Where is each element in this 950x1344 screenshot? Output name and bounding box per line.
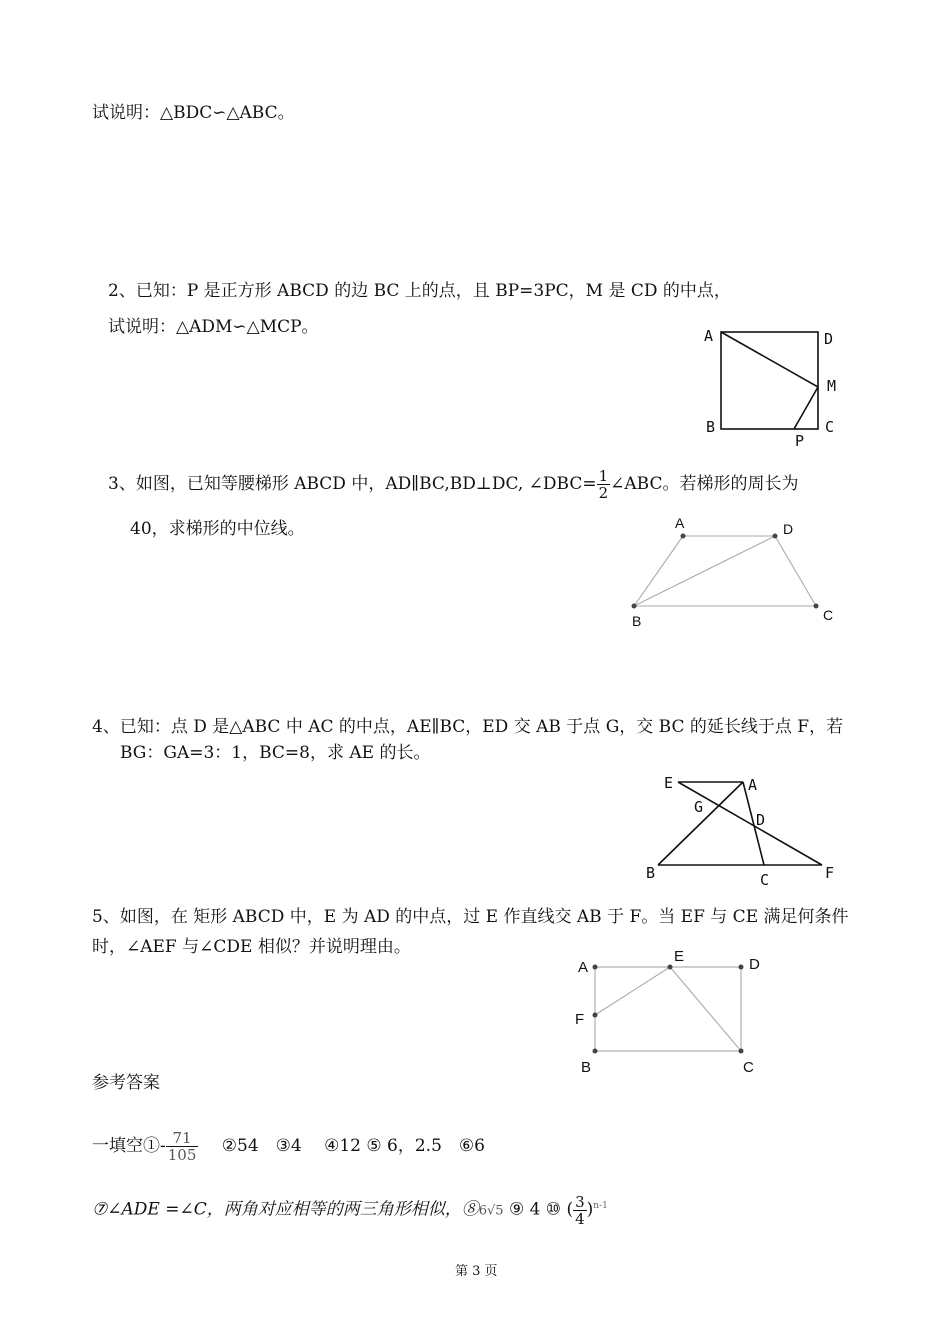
q2-label-p: P: [795, 432, 805, 450]
answers-line1: [92, 1124, 485, 1168]
q3-line1: [108, 468, 799, 501]
answers-frac1-num: 71: [166, 1130, 199, 1147]
q4-label-d: D: [756, 811, 766, 829]
answers-frac2-den: 4: [575, 1209, 585, 1228]
q4-line1: 4、已知：点 D 是△ABC 中 AC 的中点，AE∥BC，ED 交 AB 于点 G，交 BC 的延长线于点 F，若: [92, 717, 844, 737]
q2-label-b: B: [706, 418, 716, 436]
answers-heading: 参考答案: [92, 1073, 160, 1093]
q4-line2: BG：GA=3：1，BC=8，求 AE 的长。: [120, 743, 431, 763]
q2-label-m: M: [827, 377, 837, 395]
answers-line2-b: 6√5: [478, 1203, 504, 1219]
q4-label-e: E: [664, 774, 674, 792]
q5-label-a: A: [578, 959, 589, 976]
q4-label-g: G: [694, 798, 704, 816]
q5-label-d: D: [749, 956, 760, 973]
page-number: 第 3 页: [455, 1264, 498, 1279]
answers-line2-d: ): [586, 1199, 594, 1220]
q3-label-b: B: [632, 613, 642, 629]
q5-label-f: F: [575, 1011, 585, 1028]
q2-figure-square: [698, 322, 848, 452]
q2-line1: 2、已知：P 是正方形 ABCD 的边 BC 上的点，且 BP=3PC，M 是 CD 的中点，: [108, 281, 731, 301]
p1-text: 试说明：△BDC∽△ABC。: [92, 103, 295, 123]
q4-label-b: B: [646, 864, 656, 882]
answers-line1-pre: 一填空①-: [92, 1136, 166, 1156]
q3-label-d: D: [783, 521, 794, 537]
q2-label-d: D: [824, 330, 834, 348]
answers-line2-a: ⑦∠ADE =∠C，两角对应相等的两三角形相似，⑧: [92, 1199, 479, 1220]
answers-frac2-num: 3: [575, 1192, 585, 1211]
q5-line2: 时，∠AEF 与∠CDE 相似？并说明理由。: [92, 937, 411, 957]
q3-frac-num: 1: [598, 467, 609, 485]
q5-label-b: B: [581, 1059, 592, 1074]
q3-figure-trapezoid: [620, 512, 840, 632]
q2-label-c: C: [825, 418, 835, 436]
q4-label-f: F: [825, 864, 835, 882]
answers-line2: [92, 1186, 608, 1226]
q3-label-a: A: [675, 515, 685, 531]
q2-line2: 试说明：△ADM∽△MCP。: [108, 317, 319, 337]
q4-label-a: A: [748, 776, 758, 794]
answers-fraction-1: [166, 1130, 199, 1163]
answers-line1-post: ②54 ③4 ④12 ⑤ 6，2.5 ⑥6: [221, 1136, 485, 1156]
q4-figure-triangle: [640, 770, 840, 890]
q5-label-c: C: [743, 1059, 754, 1074]
q5-figure-rectangle: [570, 944, 770, 1074]
q5-line1: 5、如图，在 矩形 ABCD 中，E 为 AD 的中点，过 E 作直线交 AB 于 F。当 EF 与 CE 满足何条件: [92, 907, 849, 927]
q2-label-a: A: [704, 327, 714, 345]
answers-fraction-2: [573, 1194, 587, 1227]
answers-line2-c: ⑨ 4 ⑩ (: [508, 1199, 574, 1220]
q5-label-e: E: [674, 948, 685, 965]
answers-exponent: n-1: [593, 1201, 608, 1211]
q3-line2: 40，求梯形的中位线。: [130, 519, 305, 539]
q3-label-c: C: [823, 607, 834, 623]
q4-label-c: C: [760, 871, 770, 889]
answers-frac1-den: 105: [167, 1146, 197, 1164]
q3-fraction: [597, 468, 611, 501]
q3-frac-den: 2: [598, 484, 609, 502]
q3-text-post: ∠ABC。若梯形的周长为: [610, 474, 799, 494]
q3-text-pre: 3、如图，已知等腰梯形 ABCD 中，AD∥BC,BD⊥DC, ∠DBC=: [108, 474, 597, 494]
